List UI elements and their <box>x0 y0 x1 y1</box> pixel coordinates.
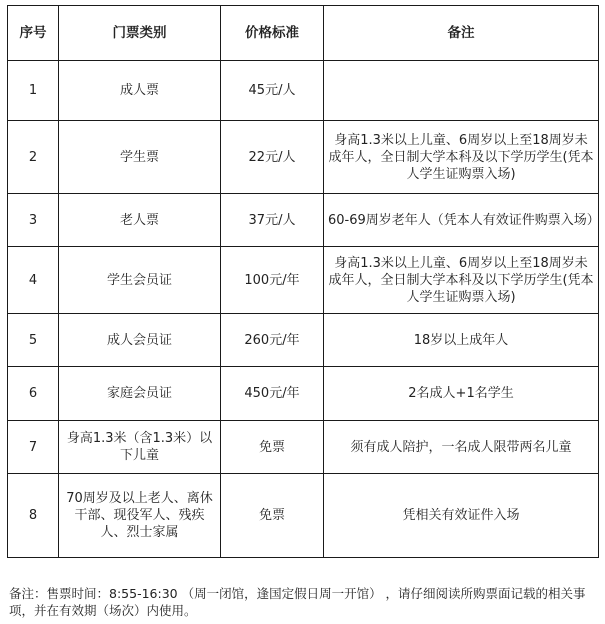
header-price: 价格标准 <box>221 6 324 61</box>
table-row <box>8 474 599 558</box>
row-price: 45元/人 <box>221 61 324 121</box>
row-price: 22元/人 <box>221 121 324 194</box>
row-no: 1 <box>8 61 59 121</box>
row-note: 身高1.3米以上儿童、6周岁以上至18周岁未成年人，全日制大学本科及以下学历学生(凭本人学生证购票入场) <box>324 121 599 194</box>
table-row <box>8 367 599 421</box>
row-ticket-type: 成人票 <box>59 61 221 121</box>
table-row <box>8 314 599 367</box>
row-no: 5 <box>8 314 59 367</box>
row-no: 6 <box>8 367 59 421</box>
table-row <box>8 194 599 247</box>
row-no: 8 <box>8 474 59 558</box>
table-row <box>8 61 599 121</box>
row-ticket-type: 学生会员证 <box>59 247 221 314</box>
footer-note: 备注：售票时间：8:55-16:30 （周一闭馆，逢国定假日周一开馆） ，请仔细阅读所购票面记载的相关事项，并在有效期（场次）内使用。 <box>9 586 586 618</box>
row-price: 260元/年 <box>221 314 324 367</box>
row-price: 100元/年 <box>221 247 324 314</box>
row-note: 身高1.3米以上儿童、6周岁以上至18周岁未成年人，全日制大学本科及以下学历学生(凭本人学生证购票入场) <box>324 247 599 314</box>
table-row <box>8 247 599 314</box>
row-ticket-type: 成人会员证 <box>59 314 221 367</box>
row-price: 37元/人 <box>221 194 324 247</box>
row-price: 免票 <box>221 421 324 474</box>
table-row <box>8 121 599 194</box>
row-note: 60-69周岁老年人（凭本人有效证件购票入场） <box>324 194 599 247</box>
row-ticket-type: 70周岁及以上老人、离休干部、现役军人、残疾人、烈士家属 <box>59 474 221 558</box>
row-ticket-type: 身高1.3米（含1.3米）以下儿童 <box>59 421 221 474</box>
row-no: 3 <box>8 194 59 247</box>
row-ticket-type: 老人票 <box>59 194 221 247</box>
row-note: 2名成人+1名学生 <box>324 367 599 421</box>
row-no: 2 <box>8 121 59 194</box>
row-note: 须有成人陪护，一名成人限带两名儿童 <box>324 421 599 474</box>
row-price: 450元/年 <box>221 367 324 421</box>
row-price: 免票 <box>221 474 324 558</box>
table-row <box>8 421 599 474</box>
header-note: 备注 <box>324 6 599 61</box>
row-note <box>324 61 599 121</box>
row-ticket-type: 学生票 <box>59 121 221 194</box>
table-header-row <box>8 6 599 61</box>
row-note: 18岁以上成年人 <box>324 314 599 367</box>
header-ticket-type: 门票类别 <box>59 6 221 61</box>
row-ticket-type: 家庭会员证 <box>59 367 221 421</box>
row-no: 7 <box>8 421 59 474</box>
row-no: 4 <box>8 247 59 314</box>
header-no: 序号 <box>8 6 59 61</box>
ticket-price-table <box>7 5 599 558</box>
row-note: 凭相关有效证件入场 <box>324 474 599 558</box>
